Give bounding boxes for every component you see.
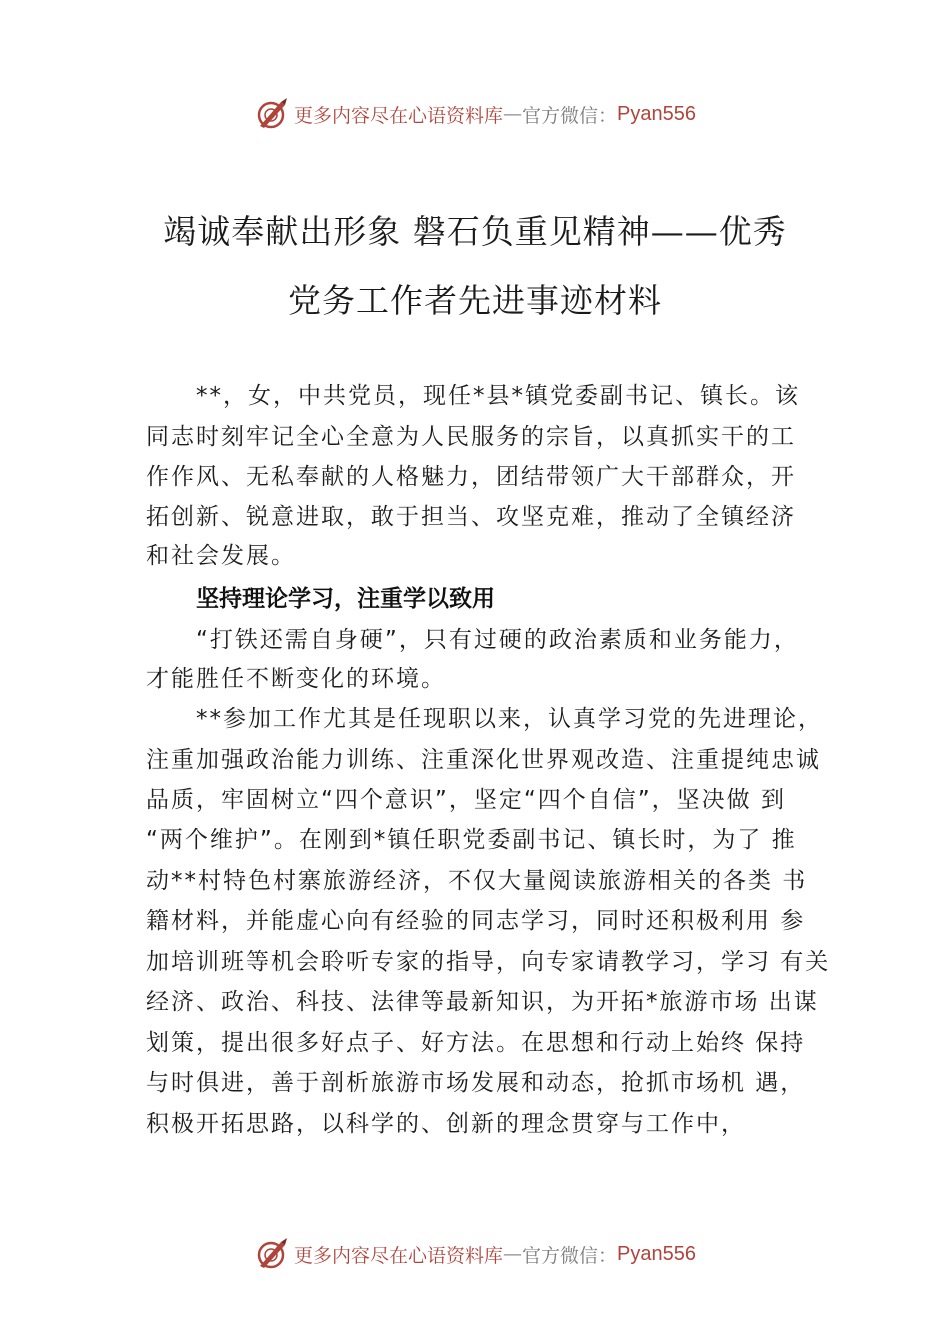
body-line: 与时俱进，善于剖析旅游市场发展和动态，抢抓市场机 遇， — [146, 1070, 806, 1096]
header-watermark — [0, 94, 950, 134]
watermark-text: 更多内容尽在心语资料库 — [294, 104, 504, 127]
body-line: 作作风、无私奉献的人格魅力，团结带领广大干部群众，开 — [146, 464, 796, 490]
body-line: **，女，中共党员，现任*县*镇党委副书记、镇长。该 — [196, 383, 800, 409]
body-line: 籍材料，并能虚心向有经验的同志学习，同时还积极利用 参 — [146, 908, 806, 934]
watermark-wechat-id: Pyan556 — [617, 1242, 696, 1265]
watermark-separator: — — [503, 103, 523, 125]
body-line: 积极开拓思路，以科学的、创新的理念贯穿与工作中， — [146, 1111, 746, 1137]
body-line: “打铁还需自身硬”，只有过硬的政治素质和业务能力， — [196, 627, 799, 653]
section-heading: 坚持理论学习，注重学以致用 — [196, 586, 495, 612]
watermark-text: 更多内容尽在心语资料库 — [294, 1244, 504, 1267]
body-line: 经济、政治、科技、法律等最新知识，为开拓*旅游市场 出谋 — [146, 989, 819, 1015]
footer-watermark — [0, 1234, 950, 1274]
body-line: 划策，提出很多好点子、好方法。在思想和行动上始终 保持 — [146, 1030, 806, 1056]
quill-pen-seal-icon — [254, 1236, 290, 1272]
body-line: 和社会发展。 — [146, 543, 296, 569]
body-line: **参加工作尤其是任现职以来，认真学习党的先进理论， — [196, 706, 823, 732]
watermark-wechat-label: 官方微信： — [522, 1244, 618, 1267]
quill-pen-seal-icon — [254, 96, 290, 132]
body-line: “两个维护”。在刚到*镇任职党委副书记、镇长时，为了 推 — [146, 827, 797, 853]
body-line: 动**村特色村寨旅游经济，不仅大量阅读旅游相关的各类 书 — [146, 868, 808, 894]
body-line: 才能胜任不断变化的环境。 — [146, 666, 446, 692]
body-line: 注重加强政治能力训练、注重深化世界观改造、注重提纯忠诚 — [146, 747, 821, 773]
body-line: 拓创新、锐意进取，敢于担当、攻坚克难，推动了全镇经济 — [146, 504, 796, 530]
body-line: 品质，牢固树立“四个意识”，坚定“四个自信”，坚决做 到 — [146, 787, 786, 813]
body-line: 加培训班等机会聆听专家的指导，向专家请教学习，学习 有关 — [146, 949, 831, 975]
document-title-line-1: 竭诚奉献出形象 磐石负重见精神——优秀 — [163, 212, 787, 251]
body-line: 同志时刻牢记全心全意为人民服务的宗旨，以真抓实干的工 — [146, 424, 796, 450]
watermark-wechat-label: 官方微信： — [522, 104, 618, 127]
watermark-separator: — — [503, 1243, 523, 1265]
document-title-line-2: 党务工作者先进事迹材料 — [288, 281, 662, 320]
watermark-wechat-id: Pyan556 — [617, 102, 696, 125]
